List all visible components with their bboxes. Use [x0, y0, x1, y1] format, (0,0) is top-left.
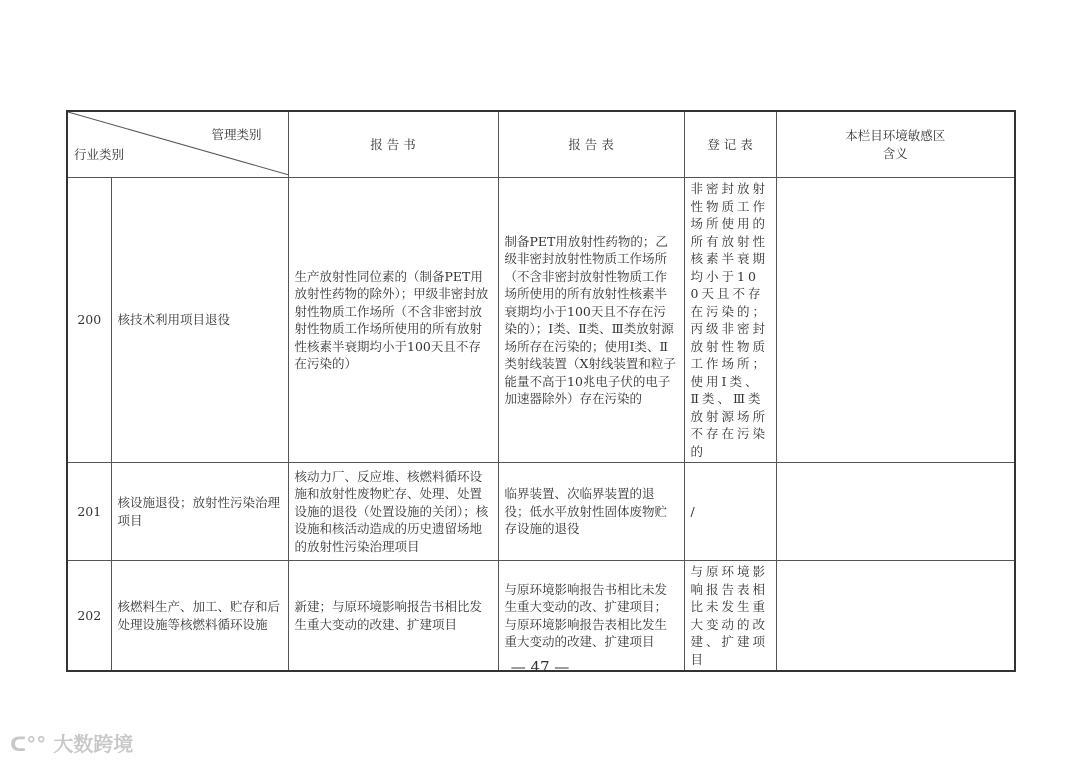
report-book-cell: 核动力厂、反应堆、核燃料循环设施和放射性废物贮存、处理、处置设施的退役（处置设施的关闭）；核设施和核活动造成的历史遗留场地的放射性污染治理项目 [288, 463, 498, 561]
report-book-header: 报 告 书 [288, 111, 498, 178]
report-form-header: 报 告 表 [498, 111, 684, 178]
registration-form-cell: 与原环境影响报告表相比未发生重大变动的改建、扩建项目 [684, 561, 776, 672]
table-row [67, 178, 1015, 463]
registration-form-cell: 非密封放射性物质工作场所使用的所有放射性核素半衰期均小于100天且不存在污染的；丙级非密封放射性物质工作场所；使用Ⅰ类、Ⅱ类、Ⅲ类放射源场所不存在污染的 [684, 178, 776, 463]
industry-cell: 核设施退役；放射性污染治理项目 [111, 463, 288, 561]
table-row [67, 561, 1015, 672]
page-number: — 47 — [510, 658, 570, 676]
sensitive-area-cell [776, 561, 1015, 672]
sensitive-area-cell [776, 463, 1015, 561]
industry-cell: 核技术利用项目退役 [111, 178, 288, 463]
sensitive-area-header [776, 111, 1015, 178]
registration-form-header: 登 记 表 [684, 111, 776, 178]
report-form-cell: 临界装置、次临界装置的退役；低水平放射性固体废物贮存设施的退役 [498, 463, 684, 561]
header-row [67, 111, 1015, 178]
report-book-cell: 新建；与原环境影响报告书相比发生重大变动的改建、扩建项目 [288, 561, 498, 672]
industry-cell: 核燃料生产、加工、贮存和后处理设施等核燃料循环设施 [111, 561, 288, 672]
row-number: 202 [67, 561, 111, 672]
mgmt-category-label: 管理类别 [211, 127, 262, 142]
report-form-cell: 制备PET用放射性药物的；乙级非密封放射性物质工作场所（不含非密封放射性物质工作场所使用的所有放射性核素半衰期均小于100天且不存在污染的）；Ⅰ类、Ⅱ类、Ⅲ类放射源场所存在污染的；使用Ⅰ类、Ⅱ类射线装置（X射线装置和粒子能量不高于10兆电子伏的电子加速器除外）存在污染的 [498, 178, 684, 463]
industry-category-label: 行业类别 [74, 147, 125, 162]
table-row [67, 463, 1015, 561]
watermark-text: 大数跨境 [53, 732, 134, 756]
sensitive-area-header-line1: 本栏目环境敏感区 [845, 128, 946, 143]
watermark-icon: ᑕ°° [10, 732, 47, 756]
report-form-cell: 与原环境影响报告书相比未发生重大变动的改、扩建项目；与原环境影响报告表相比发生重大变动的改建、扩建项目 [498, 561, 684, 672]
watermark-logo [10, 728, 133, 757]
row-number: 200 [67, 178, 111, 463]
sensitive-area-cell [776, 178, 1015, 463]
classification-table [66, 110, 1016, 672]
diagonal-header-cell [67, 111, 288, 178]
sensitive-area-header-line2: 含义 [882, 145, 908, 161]
report-book-cell: 生产放射性同位素的（制备PET用放射性药物的除外）；甲级非密封放射性物质工作场所（不含非密封放射性物质工作场所使用的所有放射性核素半衰期均小于100天且不存在污染的） [288, 178, 498, 463]
row-number: 201 [67, 463, 111, 561]
registration-form-cell: / [684, 463, 776, 561]
